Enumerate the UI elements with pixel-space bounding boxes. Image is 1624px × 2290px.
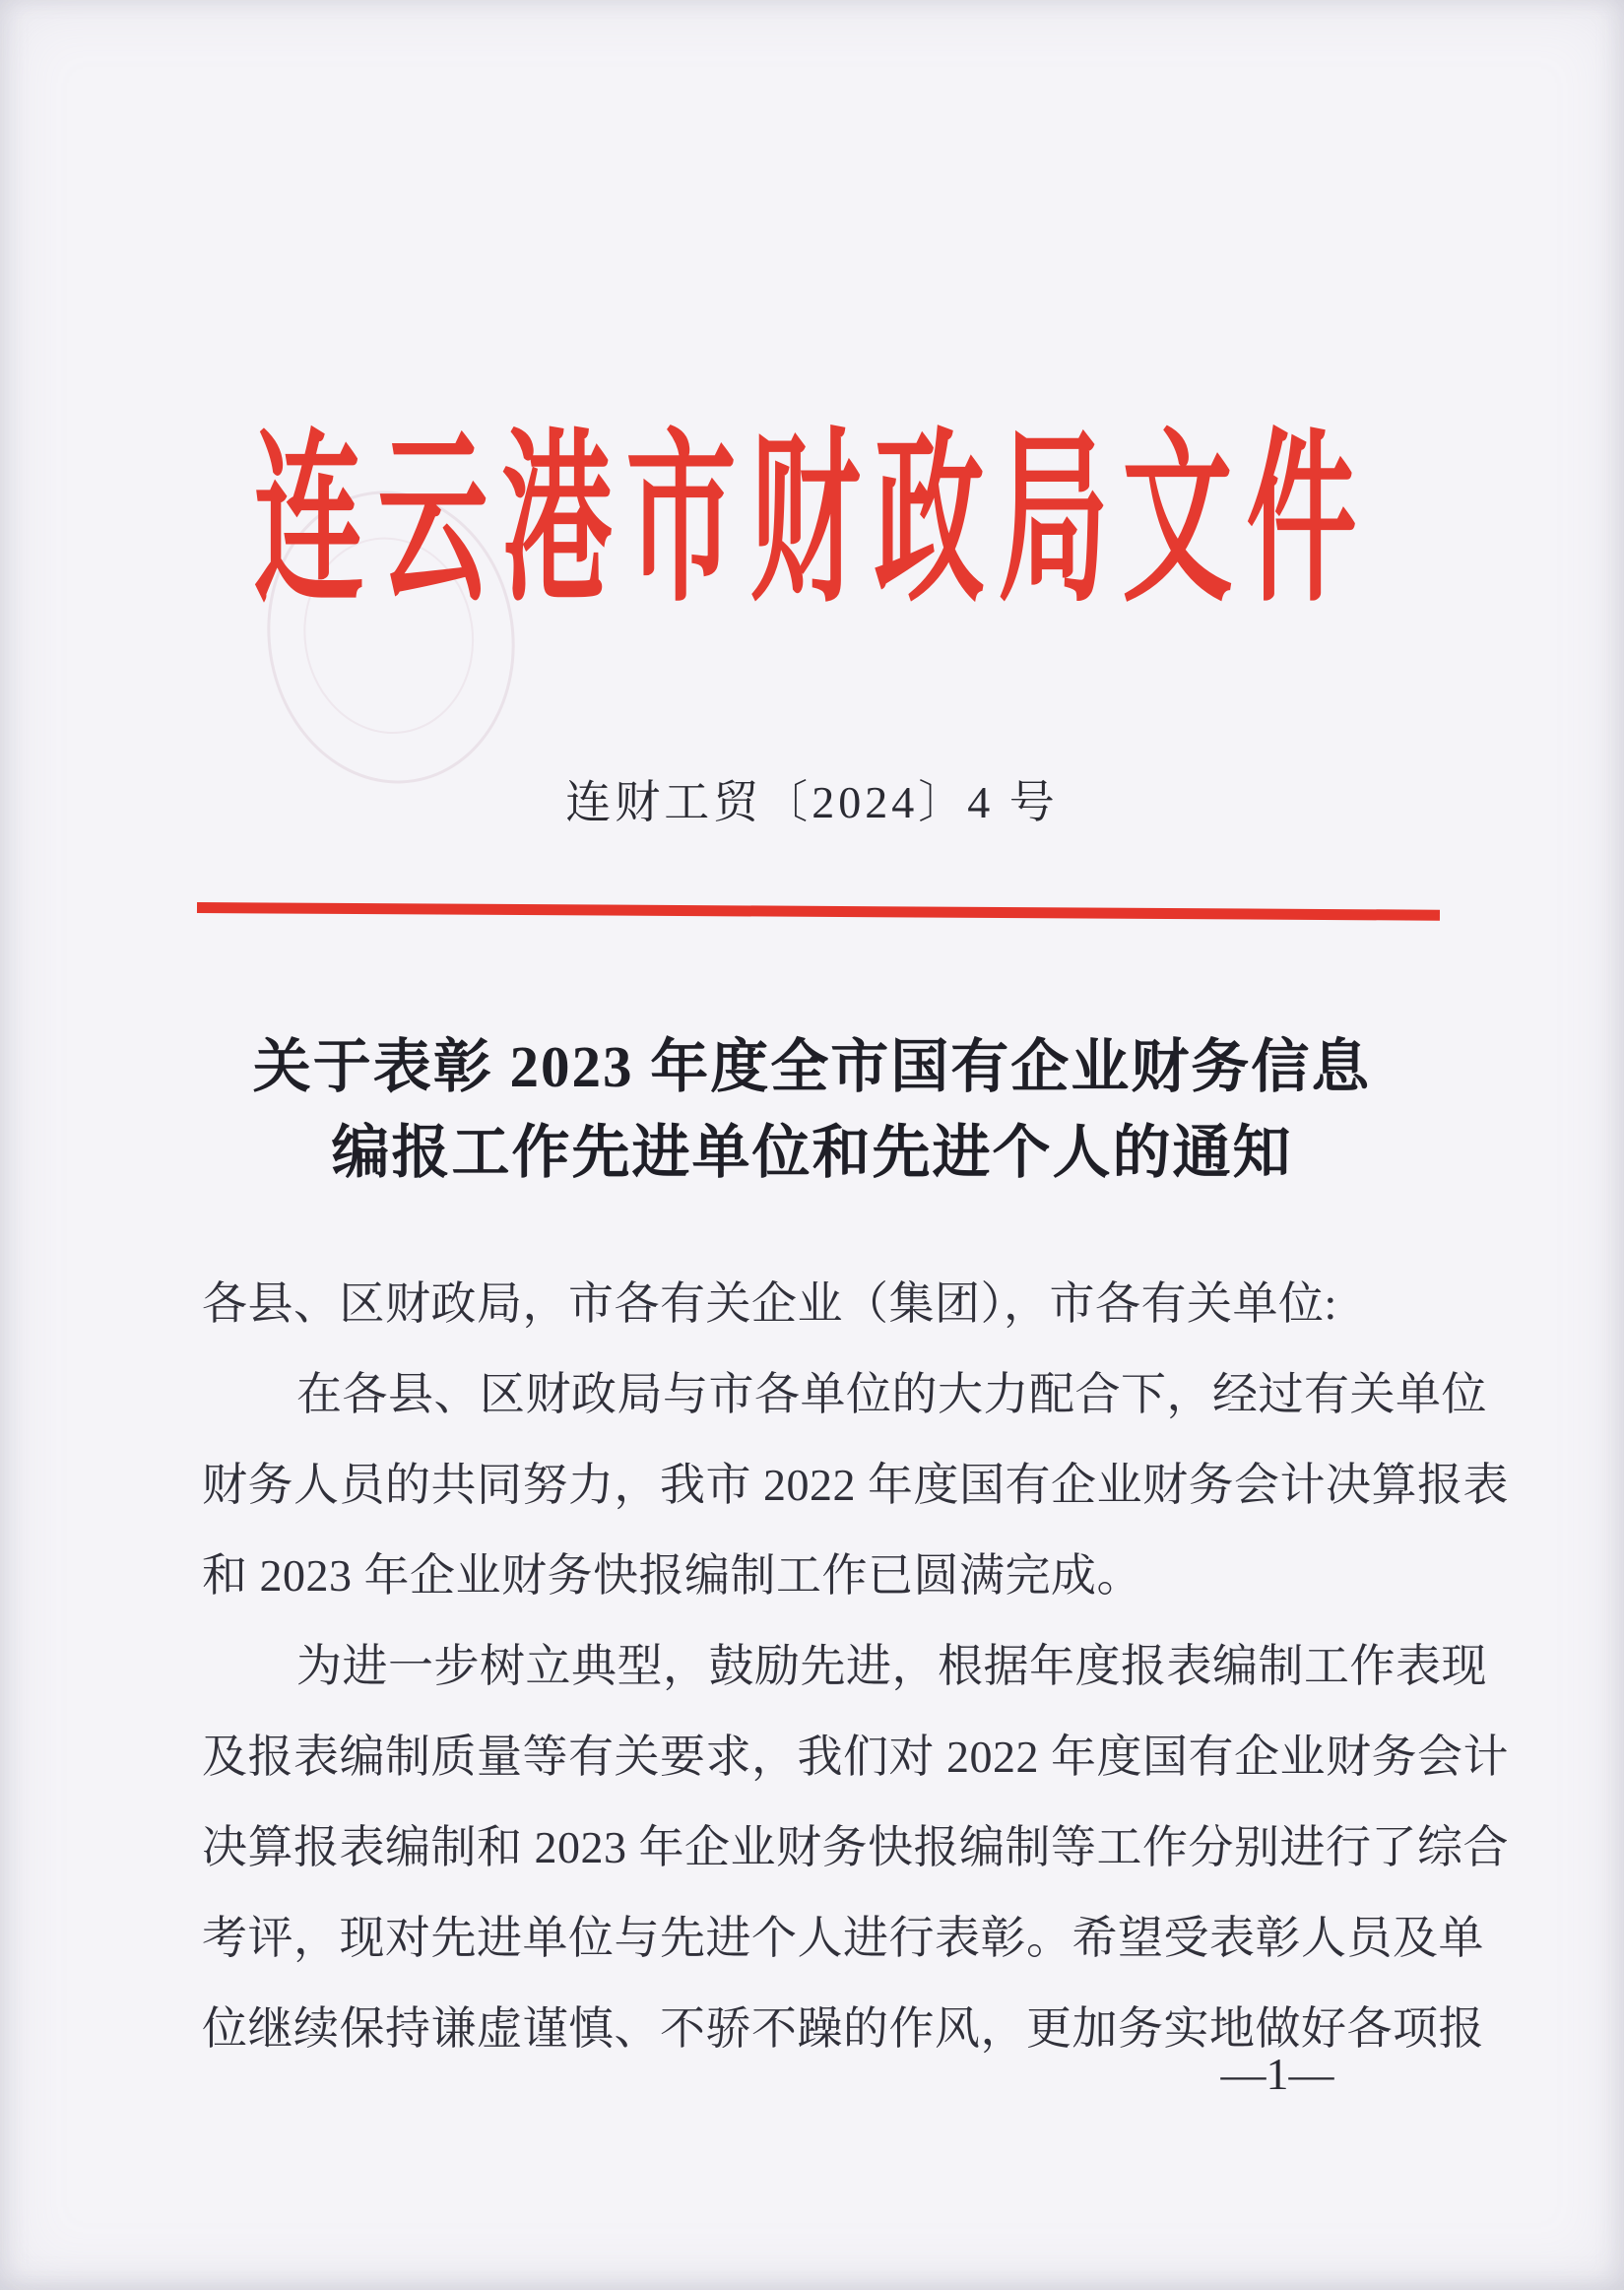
document-title-line2: 编报工作先进单位和先进个人的通知 — [331, 1120, 1293, 1185]
document-title — [0, 1024, 1624, 1196]
paragraph-2-line-4: 考评，现对先进单位与先进个人进行表彰。希望受表彰人员及单 — [202, 1913, 1484, 1963]
red-divider-rule — [197, 902, 1440, 921]
document-title-line1: 关于表彰 2023 年度全市国有企业财务信息 — [252, 1034, 1372, 1099]
paragraph-1-line-3: 和 2023 年企业财务快报编制工作已圆满完成。 — [202, 1550, 1142, 1601]
document-body — [202, 1259, 1509, 2074]
salutation-line: 各县、区财政局，市各有关企业（集团），市各有关单位: — [202, 1278, 1337, 1329]
paragraph-1-line-1: 在各县、区财政局与市各单位的大力配合下，经过有关单位 — [296, 1369, 1487, 1419]
masthead-title: 连云港市财政局文件 — [253, 419, 1371, 625]
masthead — [0, 419, 1624, 625]
page-number: —1— — [1220, 2049, 1334, 2099]
paragraph-2-line-5: 位继续保持谦虚谨慎、不骄不躁的作风，更加务实地做好各项报 — [202, 2003, 1484, 2054]
paragraph-2-line-1: 为进一步树立典型，鼓励先进，根据年度报表编制工作表现 — [296, 1641, 1487, 1691]
paragraph-2-line-2: 及报表编制质量等有关要求，我们对 2022 年度国有企业财务会计 — [202, 1732, 1509, 1782]
paragraph-1-line-2: 财务人员的共同努力，我市 2022 年度国有企业财务会计决算报表 — [202, 1460, 1509, 1510]
paragraph-2-line-3: 决算报表编制和 2023 年企业财务快报编制等工作分别进行了综合 — [202, 1822, 1509, 1872]
document-number: 连财工贸〔2024〕4 号 — [565, 777, 1059, 827]
